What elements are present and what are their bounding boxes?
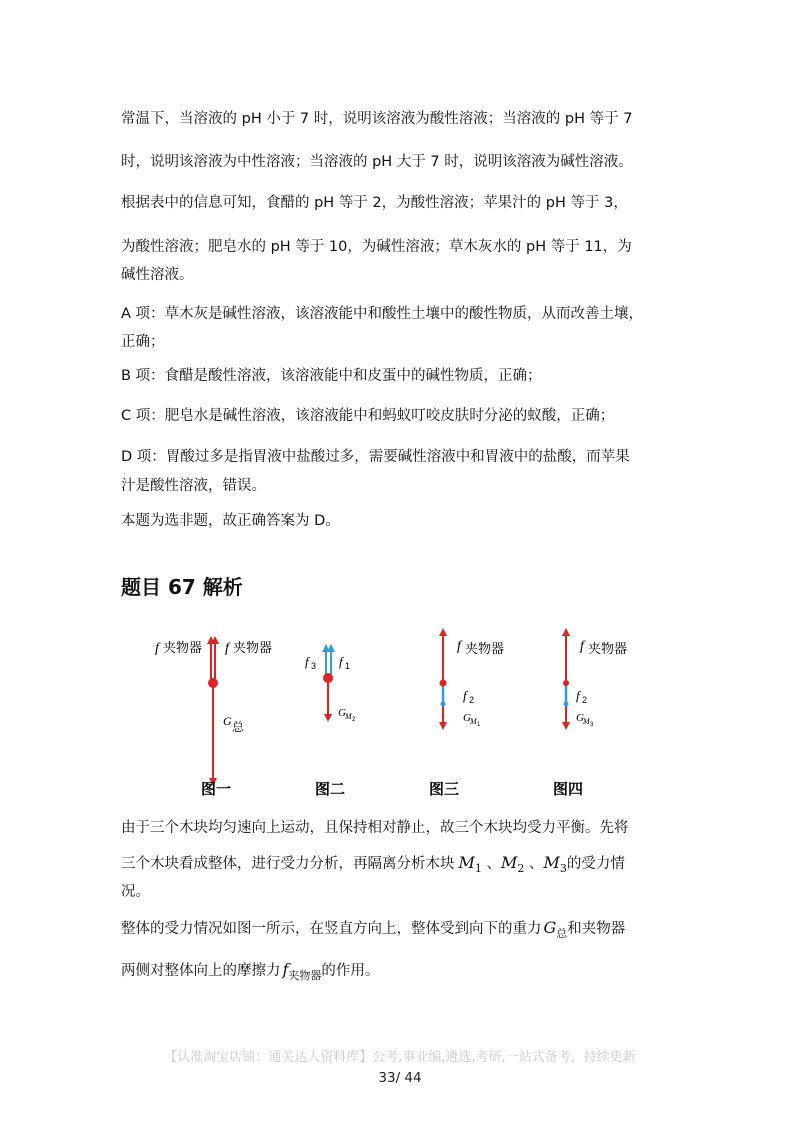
svg-text:总: 总 (232, 720, 245, 734)
paragraph-line: B 项：食醋是酸性溶液，该溶液能中和皮蛋中的碱性物质，正确； (121, 368, 542, 384)
diagram-3 (429, 632, 504, 798)
diagram-4 (553, 632, 627, 798)
paragraph-line (121, 918, 625, 944)
paragraph-line (121, 853, 625, 879)
paragraph-line: 况。 (121, 884, 150, 900)
svg-text:2: 2 (469, 695, 475, 705)
paragraph-line: C 项：肥皂水是碱性溶液，该溶液能中和蚂蚁叮咬皮肤时分泌的蚁酸，正确； (121, 408, 615, 424)
text-run: 、 (529, 856, 544, 872)
math-M1: $M_1$ (458, 853, 482, 876)
paragraph-line: D 项：胃酸过多是指胃液中盐酸过多，需要碱性溶液中和胃液中的盐酸，而苹果 (121, 449, 630, 465)
svg-text:夹物器: 夹物器 (588, 641, 628, 656)
svg-text:3: 3 (590, 722, 594, 728)
paragraph-line: 根据表中的信息可知，食醋的 pH 等于 2，为酸性溶液；苹果汁的 pH 等于 3， (121, 195, 628, 211)
paragraph-line (121, 960, 379, 986)
svg-text:夹物器: 夹物器 (163, 640, 203, 655)
diagram-2 (305, 648, 356, 798)
svg-text:图三: 图三 (429, 781, 460, 798)
text-run: 和夹物器 (567, 921, 626, 937)
paragraph-line: 为酸性溶液；肥皂水的 pH 等于 10，为碱性溶液；草木灰水的 pH 等于 11，为 (121, 239, 632, 255)
svg-text:3: 3 (311, 661, 317, 671)
svg-text:M: M (470, 717, 477, 726)
math-M2: $M_2$ (501, 853, 525, 876)
text-run: 的受力情 (566, 856, 625, 872)
svg-text:1: 1 (477, 722, 481, 728)
paragraph-line: 正确； (121, 334, 165, 350)
text-run: 两侧对整体向上的摩擦力 (121, 963, 281, 979)
svg-text:M: M (345, 712, 352, 721)
svg-text:f: f (305, 654, 309, 669)
svg-text:图二: 图二 (315, 781, 346, 798)
page-number: 33/ 44 (378, 1070, 422, 1086)
svg-text:f: f (457, 639, 461, 654)
watermark-text: 【认准淘宝店铺：通关达人资料库】公考,事业编,遴选,考研,一站式备考，持续更新 (164, 1050, 636, 1065)
svg-text:M: M (583, 717, 590, 726)
paragraph-line: 本题为选非题，故正确答案为 D。 (121, 513, 340, 529)
text-run: 的作用。 (321, 963, 380, 979)
svg-text:1: 1 (345, 661, 351, 671)
svg-text:f: f (576, 688, 580, 703)
svg-text:G: G (463, 712, 471, 724)
svg-text:2: 2 (352, 717, 356, 723)
paragraph-line: 时，说明该溶液为中性溶液；当溶液的 pH 大于 7 时，说明该溶液为碱性溶液。 (121, 154, 633, 170)
section-heading: 题目 67 解析 (121, 575, 243, 599)
paragraph-line: 由于三个木块均匀速向上运动，且保持相对静止，故三个木块均受力平衡。先将 (121, 820, 629, 836)
svg-text:G: G (576, 712, 584, 724)
svg-text:2: 2 (582, 695, 588, 705)
paragraph-line: A 项：草木灰是碱性溶液，该溶液能中和酸性土壤中的酸性物质，从而改善土壤， (121, 306, 644, 322)
paragraph-line: 常温下，当溶液的 pH 小于 7 时，说明该溶液为酸性溶液；当溶液的 pH 等于 7 (121, 111, 633, 127)
paragraph-line: 汁是酸性溶液，错误。 (121, 478, 266, 494)
svg-text:f: f (580, 639, 584, 654)
svg-text:G: G (338, 707, 346, 719)
svg-text:f: f (339, 654, 343, 669)
text-run: 、 (486, 856, 501, 872)
svg-text:f: f (463, 688, 467, 703)
force-diagram-figure (145, 622, 635, 802)
svg-text:图四: 图四 (553, 781, 584, 798)
math-G-total: $G_总$ (543, 918, 568, 941)
text-run: 整体的受力情况如图一所示，在竖直方向上，整体受到向下的重力 (121, 921, 542, 937)
paragraph-line: 碱性溶液。 (121, 267, 194, 283)
math-f-clamp: $f_{夹物器}$ (282, 960, 322, 983)
svg-text:图一: 图一 (201, 781, 232, 798)
svg-text:G: G (223, 714, 232, 728)
diagram-1 (155, 640, 272, 798)
svg-text:夹物器: 夹物器 (233, 640, 273, 655)
math-M3: $M_3$ (543, 853, 567, 876)
text-run: 三个木块看成整体，进行受力分析，再隔离分析木块 (121, 856, 455, 872)
svg-text:夹物器: 夹物器 (465, 641, 505, 656)
svg-text:f: f (225, 641, 229, 656)
svg-text:f: f (155, 641, 159, 656)
